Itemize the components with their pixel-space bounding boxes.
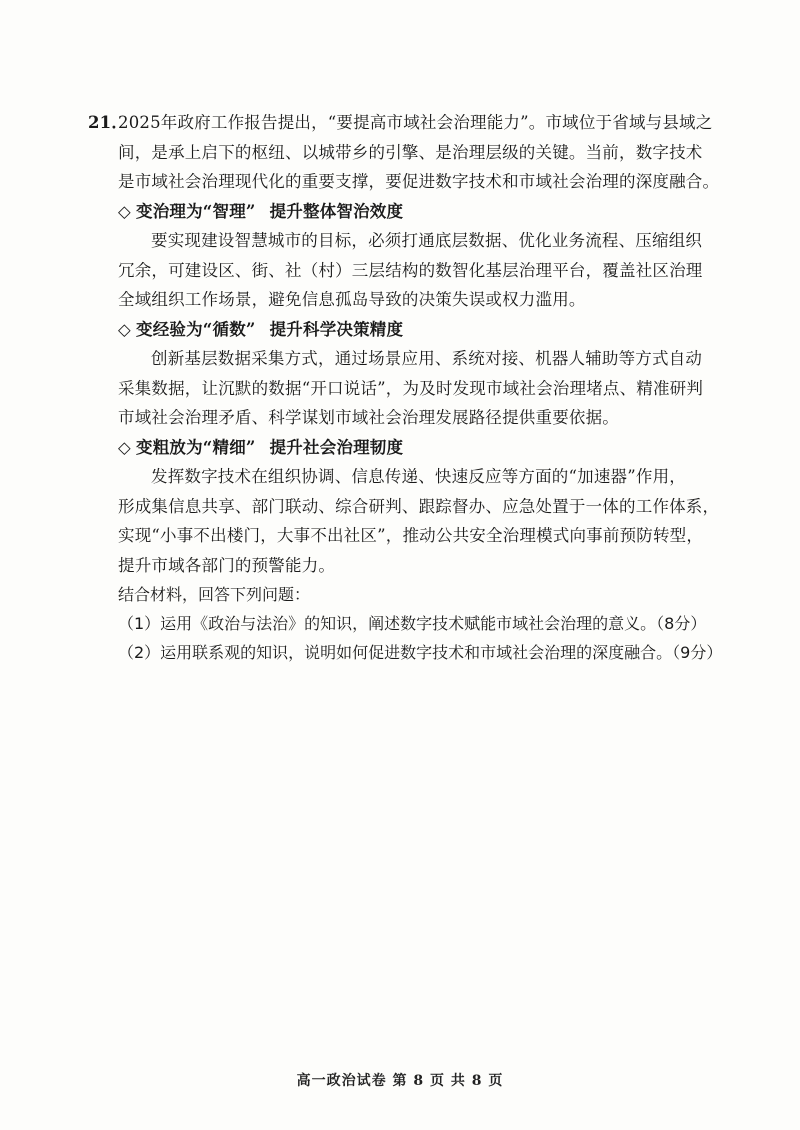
question-stem-line: 21．2025年政府工作报告提出，“要提高市域社会治理能力”。市域位于省域与县域之 — [88, 108, 728, 138]
section-paragraph-1 — [88, 226, 728, 315]
section-paragraph-2 — [88, 344, 728, 433]
diamond-bullet-icon: ◇ — [118, 201, 131, 221]
paragraph-line: 采集数据，让沉默的数据“开口说话”，为及时发现市域社会治理堵点、精准研判 — [118, 378, 704, 398]
paragraph-line: 形成集信息共享、部门联动、综合研判、跟踪督办、应急处置于一体的工作体系， — [118, 496, 720, 516]
paragraph-line: 市域社会治理矛盾、科学谋划市域社会治理发展路径提供重要依据。 — [118, 408, 619, 427]
section-paragraph-3 — [88, 462, 728, 580]
sub-question-1: （1）运用《政治与法治》的知识，阐述数字技术赋能市域社会治理的意义。（8分） — [118, 614, 707, 633]
question-21 — [88, 108, 728, 667]
paragraph-line: 创新基层数据采集方式，通过场景应用、系统对接、机器人辅助等方式自动 — [151, 349, 703, 368]
paragraph-line: 全域组织工作场景，避免信息孤岛导致的决策失误或权力滥用。 — [118, 290, 586, 309]
section-title-1: ◇ 变治理为“智理” 提升整体智治效度 — [88, 197, 728, 227]
sub-question-2: （2）运用联系观的知识，说明如何促进数字技术和市域社会治理的深度融合。（9分） — [118, 643, 723, 662]
section-title-3: ◇ 变粗放为“精细” 提升社会治理韧度 — [88, 433, 728, 463]
question-stem-line: 是市域社会治理现代化的重要支撑，要促进数字技术和市域社会治理的深度融合。 — [118, 172, 720, 191]
diamond-bullet-icon: ◇ — [118, 319, 131, 339]
page-footer: 高一政治试卷 第 8 页 共 8 页 — [296, 1073, 504, 1089]
paragraph-line: 发挥数字技术在组织协调、信息传递、快速反应等方面的“加速器”作用， — [151, 467, 686, 486]
diamond-bullet-icon: ◇ — [118, 437, 131, 457]
question-stem-line: 间，是承上启下的枢纽、以城带乡的引擎、是治理层级的关键。当前，数字技术 — [118, 142, 703, 162]
paragraph-line: 冗余，可建设区、街、社（村）三层结构的数智化基层治理平台，覆盖社区治理 — [118, 260, 703, 280]
paragraph-line: 实现“小事不出楼门，大事不出社区”，推动公共安全治理模式向事前预防转型， — [118, 526, 704, 545]
question-number: 21． — [88, 113, 129, 132]
question-prompt: 结合材料，回答下列问题： — [118, 585, 311, 604]
paragraph-line: 要实现建设智慧城市的目标，必须打通底层数据、优化业务流程、压缩组织 — [151, 231, 703, 250]
paragraph-line: 提升市域各部门的预警能力。 — [118, 555, 336, 575]
section-title-2: ◇ 变经验为“循数” 提升科学决策精度 — [88, 315, 728, 345]
